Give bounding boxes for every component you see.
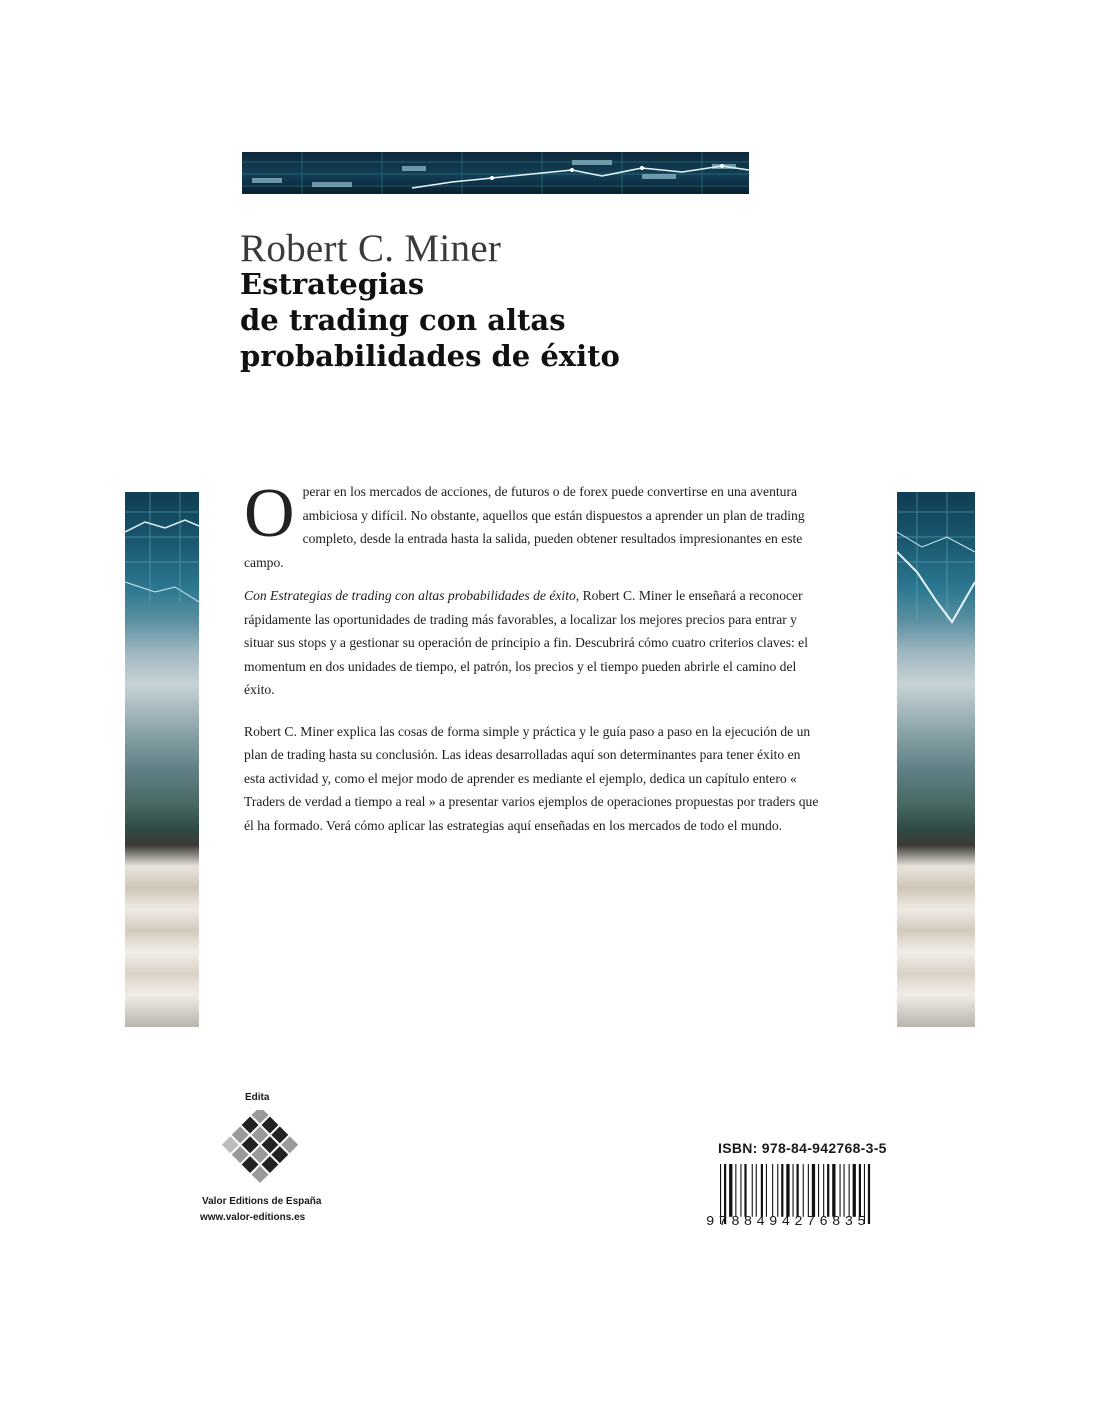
publisher-url: www.valor-editions.es [200,1212,306,1223]
stock-chart-graphic [242,152,749,194]
barcode-bar [818,1164,819,1217]
right-decorative-strip [897,492,975,1027]
barcode-bar [786,1164,789,1217]
barcode-bar [744,1164,746,1217]
barcode-bar [761,1164,763,1217]
title-line: Estrategias [240,267,425,301]
barcode-bar [844,1164,845,1217]
book-title [240,266,620,374]
barcode-bar [832,1164,835,1217]
barcode-bar [793,1164,794,1217]
author-name: Robert C. Miner [240,227,502,270]
title-line: probabilidades de éxito [240,339,620,373]
barcode-bar [849,1164,850,1217]
edita-label: Edita [245,1092,270,1103]
barcode-bar [823,1164,824,1217]
barcode-bar [797,1164,799,1217]
book-title-italic: Con Estrategias de trading con altas probabilidades de éxito [244,588,576,603]
barcode-bar [766,1164,767,1217]
back-cover-description [244,475,824,847]
paragraph-2 [244,584,824,702]
left-decorative-strip [125,492,199,1027]
barcode-bar [859,1164,861,1217]
top-banner-image [242,152,749,194]
paragraph-2-text: , Robert C. Miner le enseñará a reconocer rápidamente las oportunidades de trading más favorables, a localizar los mejores precios para entrar y situar sus stops y a gestionar su operación de principio a fin. Descubrirá cómo cuatro criterios claves: el momentum en dos unidades de tiempo, el patrón, los precios y el tiempo pueden abrirle el camino del éxito. [244,588,808,697]
paragraph-1-text: perar en los mercados de acciones, de futuros o de forex puede convertirse en una aventura ambiciosa y difícil. No obstante, aquellos que están dispuestos a aprender un plan de trading completo, desde la entrada hasta la salida, pueden obtener resultados impresionantes en este campo. [244,484,805,570]
paragraph-3: Robert C. Miner explica las cosas de forma simple y práctica y le guía paso a paso en la ejecución de un plan de trading hasta su conclusión. Las ideas desarrolladas aquí son determinantes para tener éxito en esta actividad y, como el mejor modo de aprender es mediante el ejemplo, dedica un capítulo entero « Traders de verdad a tiempo a real » a presentar varios ejemplos de operaciones propuestas por traders que él ha formado. Verá cómo aplicar las estrategias aquí enseñadas en los mercados de todo el mundo. [244,723,819,833]
barcode-bar [808,1164,809,1217]
title-line: de trading con altas [240,303,566,337]
barcode-bar [840,1164,841,1217]
barcode-bar [752,1164,753,1217]
barcode-bar [827,1164,829,1217]
barcode-bar [853,1164,856,1217]
barcode-bar [772,1164,773,1217]
barcode-bar [735,1164,736,1217]
barcode-bar [777,1164,778,1217]
barcode-bar [740,1164,741,1217]
paragraph-1 [244,475,824,574]
drop-cap: O [244,475,295,552]
barcode-bar [781,1164,783,1217]
barcode-digits: 9788494276835 [706,1214,870,1230]
barcode-bar [812,1164,815,1217]
isbn-label: ISBN: 978-84-942768-3-5 [718,1140,887,1156]
isbn-block [706,1140,906,1230]
publisher-logo-icon [214,1110,306,1188]
barcode-bar [729,1164,732,1217]
publisher-name: Valor Editions de España [202,1196,322,1207]
barcode-bar [756,1164,757,1217]
barcode-bar [803,1164,804,1217]
